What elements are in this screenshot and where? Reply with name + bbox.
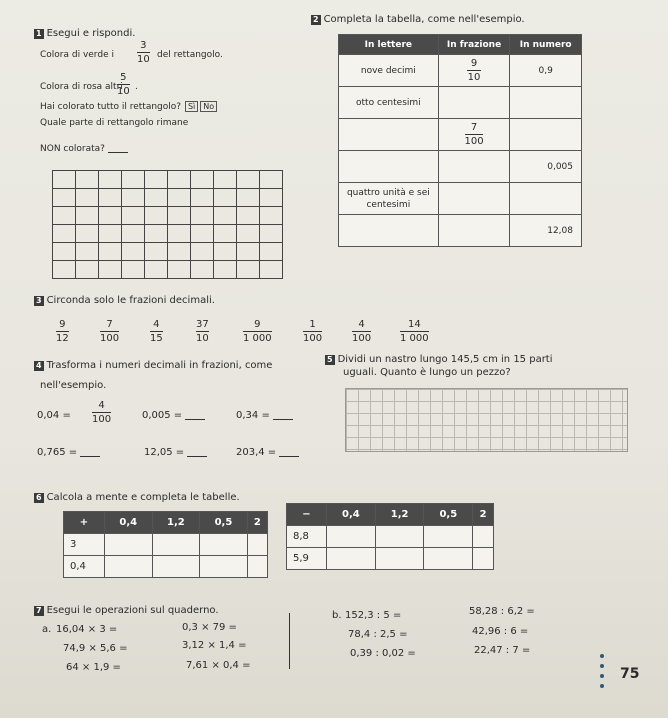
cell-numero: 0,9 (510, 55, 582, 87)
page-number: 75 (620, 666, 640, 682)
ex4-item (236, 410, 293, 422)
ex5-title-text: Dividi un nastro lungo 145,5 cm in 15 parti (337, 354, 553, 365)
col-header: 0,5 (424, 504, 473, 526)
ex2-number: 2 (313, 15, 319, 24)
header-lettere: In lettere (339, 35, 439, 55)
answer-cell[interactable] (152, 556, 200, 578)
answer-cell[interactable] (375, 526, 424, 548)
cell-lettere-blank[interactable] (339, 215, 439, 247)
ex1-question2: Quale parte di rettangolo rimane (40, 118, 189, 128)
ex3-fraction[interactable] (303, 319, 322, 344)
ex3-number: 3 (36, 296, 42, 305)
fraction-denominator: 15 (150, 333, 163, 344)
fraction-numerator: 3 (140, 40, 147, 51)
cell-frazione-blank[interactable] (438, 215, 510, 247)
ex4-item-text: 0,765 = (37, 447, 78, 458)
operation: 78,4 : 2,5 = (348, 629, 408, 640)
cell-frazione (438, 119, 510, 151)
col-header: 0,5 (200, 512, 248, 534)
subtraction-table (286, 503, 494, 570)
ex1-question (40, 101, 218, 113)
ex7-title (34, 605, 219, 617)
ex3-fraction[interactable] (400, 319, 429, 344)
fraction-denominator: 100 (92, 414, 112, 425)
fraction-numerator: 9 (59, 319, 66, 330)
cell-numero-blank[interactable] (510, 183, 582, 215)
ex4-item (144, 447, 207, 459)
ex6-title-text: Calcola a mente e completa le tabelle. (46, 492, 240, 503)
operation: 3,12 × 1,4 = (182, 640, 247, 651)
col-header: 0,4 (105, 512, 153, 534)
ex3-fraction[interactable] (352, 319, 371, 344)
operation: 7,61 × 0,4 = (186, 660, 251, 671)
answer-cell[interactable] (105, 534, 153, 556)
fraction-numerator: 4 (98, 400, 105, 411)
ex4-item-text: 0,005 = (142, 410, 183, 421)
cell-frazione-blank[interactable] (438, 87, 510, 119)
decorative-dot (600, 674, 604, 678)
operation: 42,96 : 6 = (472, 626, 529, 637)
fraction-numerator: 37 (196, 319, 209, 330)
ex3-fraction[interactable] (100, 319, 119, 344)
divider (289, 613, 290, 669)
operation: 22,47 : 7 = (474, 645, 531, 656)
operator-minus: − (287, 504, 327, 526)
cell-lettere: quattro unità e sei centesimi (339, 183, 439, 215)
fraction-numerator: 7 (106, 319, 113, 330)
ex4-number: 4 (36, 361, 42, 370)
fraction-numerator: 7 (470, 122, 478, 133)
row-header: 3 (64, 534, 105, 556)
cell-frazione-blank[interactable] (438, 183, 510, 215)
fraction-denominator: 100 (303, 333, 323, 344)
answer-blank[interactable] (279, 448, 299, 457)
ex4-example-fraction (92, 400, 111, 425)
fraction-denominator: 100 (100, 333, 120, 344)
answer-cell[interactable] (327, 526, 376, 548)
col-header: 1,2 (375, 504, 424, 526)
ex4-item (236, 447, 299, 459)
answer-cell[interactable] (473, 526, 494, 548)
ex1-title (34, 28, 135, 40)
operation: 0,3 × 79 = (182, 622, 237, 633)
ex1-line2-post: . (135, 82, 138, 92)
answer-blank[interactable] (273, 411, 293, 420)
ex1-line2-fraction (117, 72, 130, 97)
ex4-item (142, 410, 205, 422)
fraction-denominator: 100 (352, 333, 372, 344)
decorative-dot (600, 654, 604, 658)
answer-cell[interactable] (200, 534, 248, 556)
fraction-numerator: 4 (358, 319, 365, 330)
operation: 152,3 : 5 = (345, 610, 402, 621)
cell-lettere: nove decimi (339, 55, 439, 87)
cell-numero: 12,08 (510, 215, 582, 247)
ex1-title-text: Esegui e rispondi. (46, 28, 136, 39)
ex6-number: 6 (36, 493, 42, 502)
col-header: 1,2 (152, 512, 200, 534)
answer-yes-box[interactable]: Sì (185, 101, 198, 112)
fraction-numerator: 1 (309, 319, 316, 330)
header-numero: In numero (510, 35, 582, 55)
fraction-numerator: 5 (120, 72, 127, 83)
answer-cell[interactable] (247, 534, 267, 556)
cell-numero-blank[interactable] (510, 87, 582, 119)
ex7-title-text: Esegui le operazioni sul quaderno. (46, 605, 219, 616)
ex3-fraction[interactable] (196, 319, 209, 344)
fraction-denominator: 10 (196, 333, 209, 344)
ex4-title-line2: nell'esempio. (40, 380, 107, 391)
answer-blank[interactable] (185, 411, 205, 420)
ex4-item-text: 12,05 = (144, 447, 185, 458)
operation: 0,39 : 0,02 = (350, 648, 416, 659)
ex6-title (34, 492, 240, 504)
fraction-numerator: 9 (470, 58, 478, 69)
answer-cell[interactable] (375, 548, 424, 570)
ex4-item (37, 447, 100, 459)
addition-table (63, 511, 268, 578)
answer-cell[interactable] (424, 526, 473, 548)
ex1-line1-post: del rettangolo. (157, 50, 223, 60)
decorative-dot (600, 664, 604, 668)
operation: 16,04 × 3 = (56, 624, 118, 635)
ex4-example: 0,04 = (37, 410, 71, 421)
fraction-denominator: 10 (137, 54, 150, 65)
ex3-title (34, 295, 215, 307)
ex3-fraction[interactable] (150, 319, 163, 344)
fraction-denominator: 1 000 (400, 333, 429, 344)
fraction-numerator: 4 (153, 319, 160, 330)
ex1-question2b-text: NON colorata? (40, 144, 105, 154)
answer-cell[interactable] (424, 548, 473, 570)
ex7-label-a: a. (42, 624, 52, 635)
ex1-line1-pre: Colora di verde i (40, 50, 114, 60)
ex2-title (311, 14, 525, 26)
operation: 64 × 1,9 = (66, 662, 121, 673)
cell-frazione (438, 55, 510, 87)
col-header: 0,4 (327, 504, 376, 526)
cell-numero-blank[interactable] (510, 119, 582, 151)
answer-cell[interactable] (473, 548, 494, 570)
decorative-dot (600, 684, 604, 688)
answer-blank[interactable] (187, 448, 207, 457)
ex4-item-text: 203,4 = (236, 447, 277, 458)
answer-cell[interactable] (247, 556, 267, 578)
header-frazione: In frazione (438, 35, 510, 55)
fraction-numerator: 9 (254, 319, 261, 330)
ex4-item-text: 0,34 = (236, 410, 270, 421)
col-header: 2 (247, 512, 267, 534)
answer-cell[interactable] (327, 548, 376, 570)
ex3-fraction[interactable] (56, 319, 69, 344)
row-header: 5,9 (287, 548, 327, 570)
ex7-number: 7 (36, 606, 42, 615)
ex1-line1-fraction (137, 40, 150, 65)
ex5-title (325, 354, 553, 366)
ex5-title-line2: uguali. Quanto è lungo un pezzo? (343, 367, 511, 378)
ex5-number: 5 (327, 355, 333, 364)
ex1-number: 1 (36, 29, 42, 38)
answer-cell[interactable] (105, 556, 153, 578)
fraction-denominator: 12 (56, 333, 69, 344)
ex7-label-b: b. (332, 610, 342, 621)
ex2-title-text: Completa la tabella, come nell'esempio. (323, 14, 525, 25)
row-header: 8,8 (287, 526, 327, 548)
fraction-denominator: 10 (467, 72, 481, 83)
cell-lettere-blank[interactable] (339, 119, 439, 151)
ex1-question2b (40, 143, 128, 155)
answer-no-box[interactable]: No (200, 101, 217, 112)
operation: 58,28 : 6,2 = (469, 606, 535, 617)
answer-cell[interactable] (152, 534, 200, 556)
squared-work-area[interactable] (345, 388, 628, 452)
answer-blank[interactable] (108, 144, 128, 153)
rectangle-grid[interactable] (52, 170, 283, 279)
cell-frazione-blank[interactable] (438, 151, 510, 183)
row-header: 0,4 (64, 556, 105, 578)
answer-cell[interactable] (200, 556, 248, 578)
cell-lettere-blank[interactable] (339, 151, 439, 183)
ex3-fraction[interactable] (243, 319, 272, 344)
conversion-table (338, 34, 582, 247)
fraction-denominator: 1 000 (243, 333, 272, 344)
answer-blank[interactable] (80, 448, 100, 457)
fraction-numerator: 14 (407, 319, 421, 330)
cell-lettere: otto centesimi (339, 87, 439, 119)
operator-plus: + (64, 512, 105, 534)
operation: 74,9 × 5,6 = (63, 643, 128, 654)
cell-numero: 0,005 (510, 151, 582, 183)
ex4-title (34, 360, 272, 372)
ex4-title-text: Trasforma i numeri decimali in frazioni, come (46, 360, 273, 371)
ex3-title-text: Circonda solo le frazioni decimali. (46, 295, 215, 306)
ex1-line2-pre: Colora di rosa altri (40, 82, 123, 92)
ex1-question-text: Hai colorato tutto il rettangolo? (40, 102, 182, 112)
fraction-denominator: 100 (464, 136, 484, 147)
col-header: 2 (473, 504, 494, 526)
fraction-denominator: 10 (117, 86, 130, 97)
